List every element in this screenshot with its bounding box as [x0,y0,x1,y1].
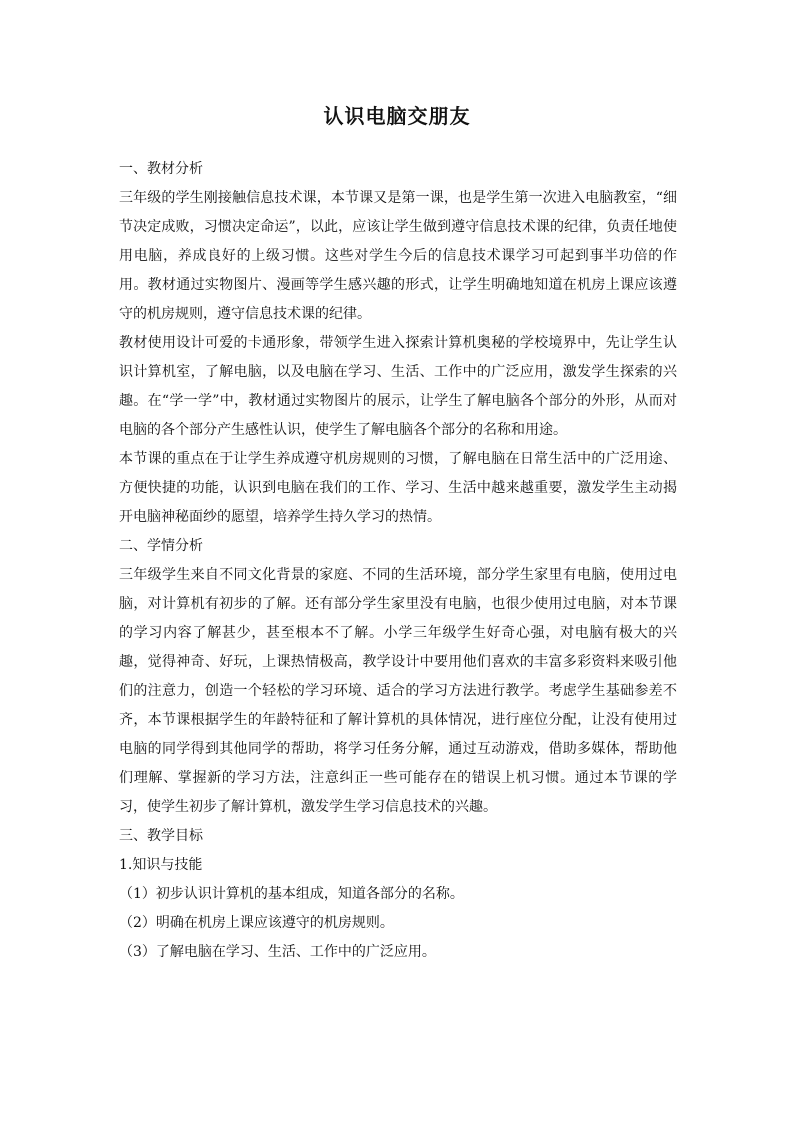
paragraph: 三年级学生来自不同文化背景的家庭、不同的生活环境，部分学生家里有电脑，使用过电脑，对计算机有初步的了解。还有部分学生家里没有电脑，也很少使用过电脑，对本节课的学习内容了解甚少，甚至根本不了解。小学三年级学生好奇心强，对电脑有极大的兴趣，觉得神奇、好玩，上课热情极高，教学设计中要用他们喜欢的丰富多彩资料来吸引他们的注意力，创造一个轻松的学习环境、适合的学习方法进行教学。考虑学生基础参差不齐，本节课根据学生的年龄特征和了解计算机的具体情况，进行座位分配，让没有使用过电脑的同学得到其他同学的帮助，将学习任务分解，通过互动游戏，借助多媒体，帮助他们理解、掌握新的学习方法，注意纠正一些可能存在的错误上机习惯。通过本节课的学习，使学生初步了解计算机，激发学生学习信息技术的兴趣。 [119,567,677,815]
document-body [119,155,677,967]
section-heading-textbook-analysis: 一、教材分析 [119,161,203,177]
section-heading-student-analysis: 二、学情分析 [119,538,203,554]
document-title: 认识电脑交朋友 [323,104,471,128]
section-heading-teaching-goals: 三、教学目标 [119,828,203,844]
list-item: （2）明确在机房上课应该遵守的机房规则。 [119,915,394,931]
list-item: （1）初步认识计算机的基本组成，知道各部分的名称。 [119,886,464,902]
paragraph: 三年级的学生刚接触信息技术课，本节课又是第一课，也是学生第一次进入电脑教室，“细节决定成败，习惯决定命运”，以此，应该让学生做到遵守信息技术课的纪律，负责任地使用电脑，养成良好的上级习惯。这些对学生今后的信息技术课学习可起到事半功倍的作用。教材通过实物图片、漫画等学生感兴趣的形式，让学生明确地知道在机房上课应该遵守的机房规则，遵守信息技术课的纪律。 [119,190,677,322]
paragraph: 本节课的重点在于让学生养成遵守机房规则的习惯，了解电脑在日常生活中的广泛用途、方便快捷的功能，认识到电脑在我们的工作、学习、生活中越来越重要，激发学生主动揭开电脑神秘面纱的愿望，培养学生持久学习的热情。 [119,451,677,525]
subheading-knowledge-skills: 1.知识与技能 [119,857,203,873]
paragraph: 教材使用设计可爱的卡通形象，带领学生进入探索计算机奥秘的学校境界中，先让学生认识计算机室，了解电脑，以及电脑在学习、生活、工作中的广泛应用，激发学生探索的兴趣。在“学一学”中，教材通过实物图片的展示，让学生了解电脑各个部分的外形，从而对电脑的各个部分产生感性认识，使学生了解电脑各个部分的名称和用途。 [119,335,677,438]
list-item: （3）了解电脑在学习、生活、工作中的广泛应用。 [119,944,436,960]
